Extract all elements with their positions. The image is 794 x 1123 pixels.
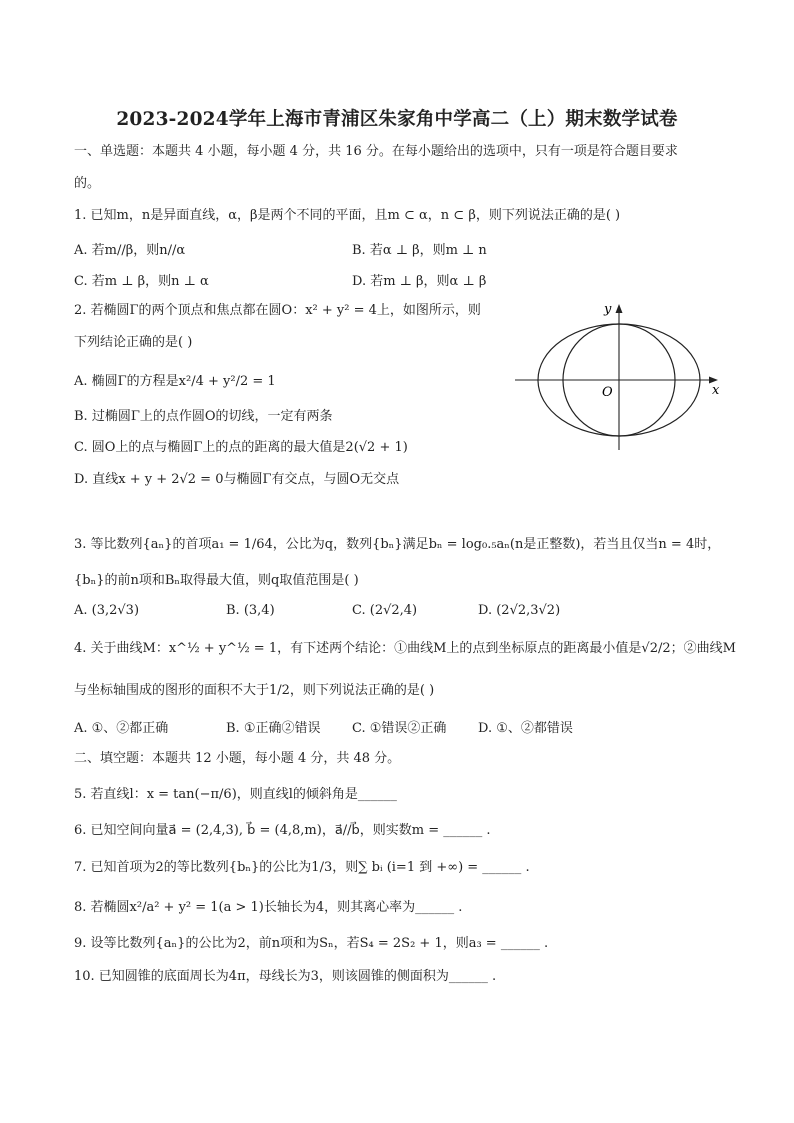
question-4-option-b: B. ①正确②错误 [226,721,321,736]
question-2-stem: 2. 若椭圆Γ的两个顶点和焦点都在圆O：x² + y² = 4上，如图所示，则 [74,303,481,318]
question-3-option-d: D. (2√2,3√2) [478,603,561,618]
question-3-option-a: A. (3,2√3) [74,603,140,618]
section1-heading: 一、单选题：本题共 4 小题，每小题 4 分，共 16 分。在每小题给出的选项中，只有一项是符合题目要求 [74,144,678,159]
question-4-option-d: D. ①、②都错误 [478,721,573,736]
question-8: 8. 若椭圆x²/a² + y² = 1(a > 1)长轴长为4，则其离心率为______ . [74,900,463,915]
y-axis-arrow-icon [616,304,623,313]
question-4-stem-cont: 与坐标轴围成的图形的面积不大于1/2，则下列说法正确的是( ) [74,683,435,698]
question-4-option-c: C. ①错误②正确 [352,721,447,736]
y-axis-label: y [604,302,612,317]
question-9: 9. 设等比数列{aₙ}的公比为2，前n项和为Sₙ，若S₄ = 2S₂ + 1，则a₃ = ______ . [74,936,549,951]
question-1-option-a: A. 若m//β，则n//α [74,243,186,258]
question-2-option-a: A. 椭圆Γ的方程是x²/4 + y²/2 = 1 [74,374,276,389]
section2-heading: 二、填空题：本题共 12 小题，每小题 4 分，共 48 分。 [74,751,401,766]
question-2-stem-cont: 下列结论正确的是( ) [74,335,193,350]
question-1-option-d: D. 若m ⊥ β，则α ⊥ β [352,274,487,289]
question-2-option-c: C. 圆O上的点与椭圆Γ上的点的距离的最大值是2(√2 + 1) [74,440,408,455]
question-3-option-c: C. (2√2,4) [352,603,418,618]
question-3-option-b: B. (3,4) [226,603,275,618]
ellipse-circle-figure [510,298,740,456]
question-4-stem: 4. 关于曲线M：x^½ + y^½ = 1，有下述两个结论：①曲线M上的点到坐标原点的距离最小值是√2/2；②曲线M [74,641,736,656]
section1-heading-cont: 的。 [74,176,101,191]
question-3-stem-cont: {bₙ}的前n项和Bₙ取得最大值，则q取值范围是( ) [74,573,359,588]
page-title: 2023-2024学年上海市青浦区朱家角中学高二（上）期末数学试卷 [116,109,678,130]
question-1-option-c: C. 若m ⊥ β，则n ⊥ α [74,274,209,289]
question-10: 10. 已知圆锥的底面周长为4π，母线长为3，则该圆锥的侧面积为______ . [74,969,497,984]
question-2-option-d: D. 直线x + y + 2√2 = 0与椭圆Γ有交点，与圆O无交点 [74,472,400,487]
origin-label: O [602,385,613,400]
x-axis-label: x [712,383,720,398]
question-6: 6. 已知空间向量a⃗ = (2,4,3), b⃗ = (4,8,m)，a⃗//b⃗，则实数m = ______ . [74,823,491,838]
question-7: 7. 已知首项为2的等比数列{bₙ}的公比为1/3，则∑ bᵢ (i=1 到 +∞) = ______ . [74,860,530,875]
question-1-option-b: B. 若α ⊥ β，则m ⊥ n [352,243,487,258]
question-5: 5. 若直线l：x = tan(−π/6)，则直线l的倾斜角是______ [74,787,397,802]
question-3-stem: 3. 等比数列{aₙ}的首项a₁ = 1/64，公比为q，数列{bₙ}满足bₙ = log₀.₅aₙ(n是正整数)，若当且仅当n = 4时， [74,537,721,552]
question-1-stem: 1. 已知m，n是异面直线，α，β是两个不同的平面，且m ⊂ α，n ⊂ β，则下列说法正确的是( ) [74,208,621,223]
question-2-option-b: B. 过椭圆Γ上的点作圆O的切线，一定有两条 [74,409,333,424]
question-4-option-a: A. ①、②都正确 [74,721,169,736]
